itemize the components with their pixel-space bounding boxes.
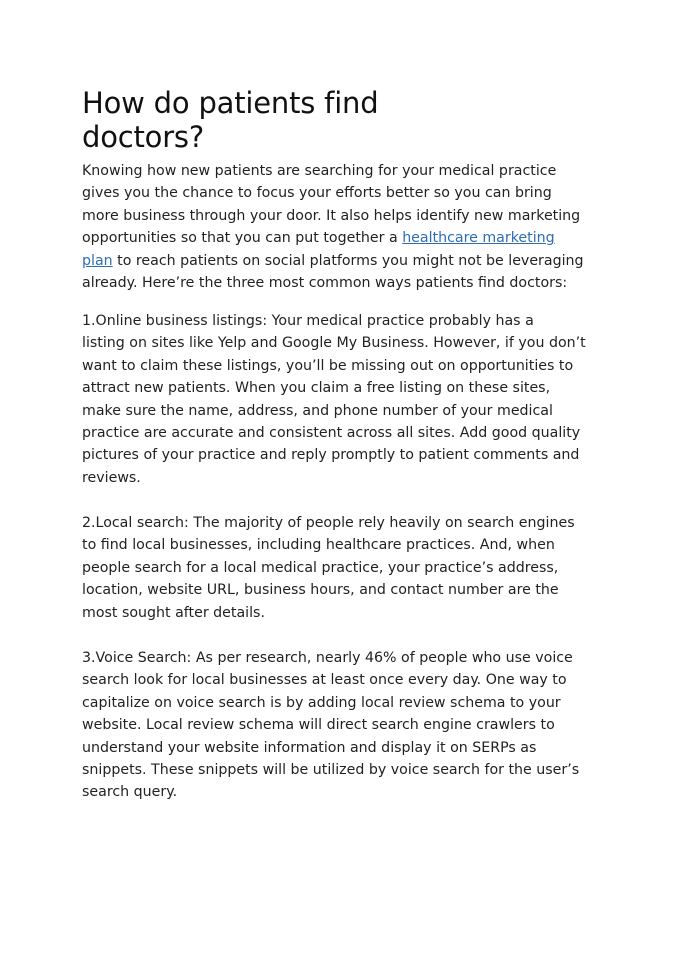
title-line: How do patients find — [82, 86, 379, 120]
text-segment: to reach patients on social platforms you might not be leveraging — [112, 252, 584, 269]
text-line — [82, 250, 612, 272]
text-line: listing on sites like Yelp and Google My Business. However, if you don’t — [82, 335, 586, 352]
healthcare-marketing-plan-link-continued[interactable]: plan — [82, 252, 113, 269]
text-line: search look for local businesses at least once every day. One way to — [82, 672, 567, 689]
text-line — [82, 227, 612, 249]
text-line: to find local businesses, including healthcare practices. And, when — [82, 537, 555, 554]
text-line: gives you the chance to focus your efforts better so you can bring — [82, 185, 552, 202]
text-line: 1.Online business listings: Your medical practice probably has a — [82, 313, 534, 329]
text-line: more business through your door. It also helps identify new marketing — [82, 207, 581, 224]
list-item-local-search — [82, 512, 612, 624]
text-segment: opportunities so that you can put together a — [82, 230, 403, 247]
text-line: search query. — [82, 784, 178, 801]
list-item-online-business-listings — [82, 310, 612, 489]
text-line: website. Local review schema will direct search engine crawlers to — [82, 717, 555, 734]
text-line: want to claim these listings, you’ll be missing out on opportunities to — [82, 357, 574, 374]
list-item-voice-search — [82, 647, 612, 804]
text-line: reviews. — [82, 469, 141, 486]
text-line: 2.Local search: The majority of people rely heavily on search engines — [82, 515, 575, 531]
text-line: understand your website information and display it on SERPs as — [82, 739, 537, 756]
page-title — [82, 86, 442, 154]
text-line: attract new patients. When you claim a free listing on these sites, — [82, 380, 551, 397]
text-line: 3.Voice Search: As per research, nearly 46% of people who use voice — [82, 650, 573, 666]
text-line: location, website URL, business hours, and contact number are the — [82, 582, 559, 599]
text-line: pictures of your practice and reply promptly to patient comments and — [82, 447, 580, 464]
text-line: most sought after details. — [82, 604, 265, 621]
text-line: already. Here’re the three most common ways patients find doctors: — [82, 274, 568, 291]
text-line: Knowing how new patients are searching for your medical practice — [82, 163, 557, 179]
title-line: doctors? — [82, 120, 205, 154]
healthcare-marketing-plan-link[interactable]: healthcare marketing — [402, 230, 555, 247]
text-line: snippets. These snippets will be utilized by voice search for the user’s — [82, 761, 580, 778]
text-line: practice are accurate and consistent across all sites. Add good quality — [82, 424, 581, 441]
intro-paragraph — [82, 160, 612, 294]
text-line: capitalize on voice search is by adding local review schema to your — [82, 694, 561, 711]
text-line: people search for a local medical practice, your practice’s address, — [82, 559, 559, 576]
text-line: make sure the name, address, and phone number of your medical — [82, 402, 553, 419]
